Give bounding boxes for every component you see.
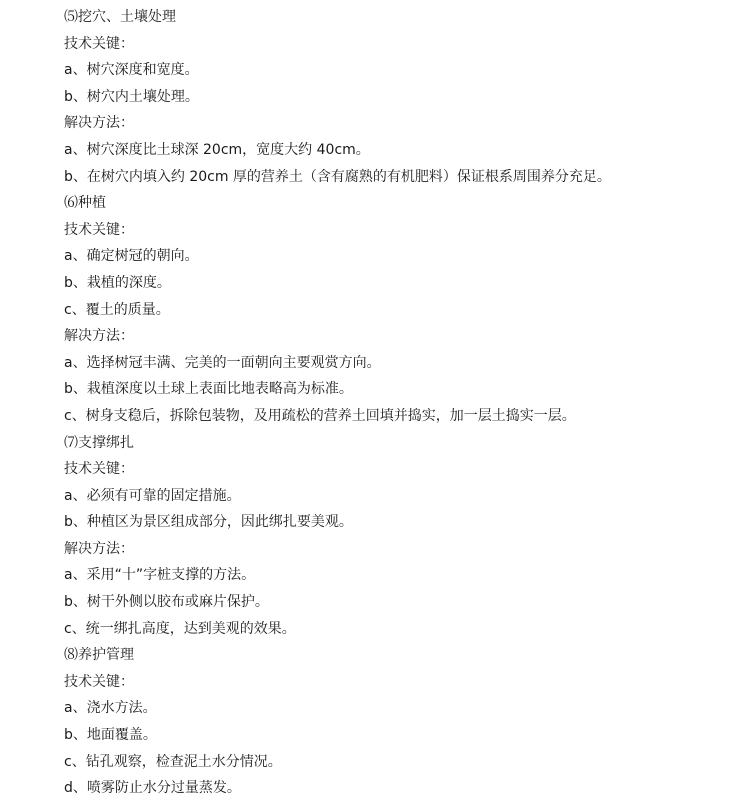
label-solution: 解决方法： bbox=[64, 115, 134, 132]
list-item: a、确定树冠的朝向。 bbox=[64, 248, 199, 265]
list-item: a、树穴深度比土球深 20cm，宽度大约 40cm。 bbox=[64, 141, 370, 158]
label-solution: 解决方法： bbox=[64, 540, 134, 557]
heading-planting: ⑹种植 bbox=[64, 195, 106, 212]
list-item: a、浇水方法。 bbox=[64, 700, 157, 717]
label-solution: 解决方法： bbox=[64, 328, 134, 345]
document-body bbox=[64, 4, 724, 802]
heading-dig-pit-soil: ⑸挖穴、土壤处理 bbox=[64, 9, 176, 25]
list-item: a、必须有可靠的固定措施。 bbox=[64, 487, 241, 504]
list-item: c、钻孔观察，检查泥土水分情况。 bbox=[64, 753, 282, 770]
list-item: a、选择树冠丰满、完美的一面朝向主要观赏方向。 bbox=[64, 354, 381, 371]
list-item: c、树身支稳后，拆除包装物，及用疏松的营养土回填并捣实，加一层土捣实一层。 bbox=[64, 407, 576, 424]
list-item: b、地面覆盖。 bbox=[64, 727, 157, 744]
label-technical-key: 技术关键： bbox=[64, 221, 134, 238]
list-item: b、在树穴内填入约 20cm 厚的营养土（含有腐熟的有机肥料）保证根系周围养分充足。 bbox=[64, 168, 611, 185]
label-technical-key: 技术关键： bbox=[64, 673, 134, 690]
label-technical-key: 技术关键： bbox=[64, 461, 134, 478]
list-item: c、统一绑扎高度，达到美观的效果。 bbox=[64, 620, 296, 637]
list-item: a、树穴深度和宽度。 bbox=[64, 62, 199, 79]
heading-maintenance: ⑻养护管理 bbox=[64, 647, 134, 664]
list-item: c、覆土的质量。 bbox=[64, 301, 170, 318]
heading-support-binding: ⑺支撑绑扎 bbox=[64, 434, 134, 451]
list-item: b、栽植的深度。 bbox=[64, 274, 171, 291]
list-item: b、栽植深度以土球上表面比地表略高为标准。 bbox=[64, 381, 353, 398]
label-technical-key: 技术关键： bbox=[64, 35, 134, 52]
list-item: b、树干外侧以胶布或麻片保护。 bbox=[64, 594, 269, 611]
list-item: d、喷雾防止水分过量蒸发。 bbox=[64, 780, 241, 797]
list-item: b、树穴内土壤处理。 bbox=[64, 88, 199, 105]
list-item: a、采用“十”字桩支撑的方法。 bbox=[64, 567, 256, 584]
list-item: b、种植区为景区组成部分，因此绑扎要美观。 bbox=[64, 514, 353, 531]
